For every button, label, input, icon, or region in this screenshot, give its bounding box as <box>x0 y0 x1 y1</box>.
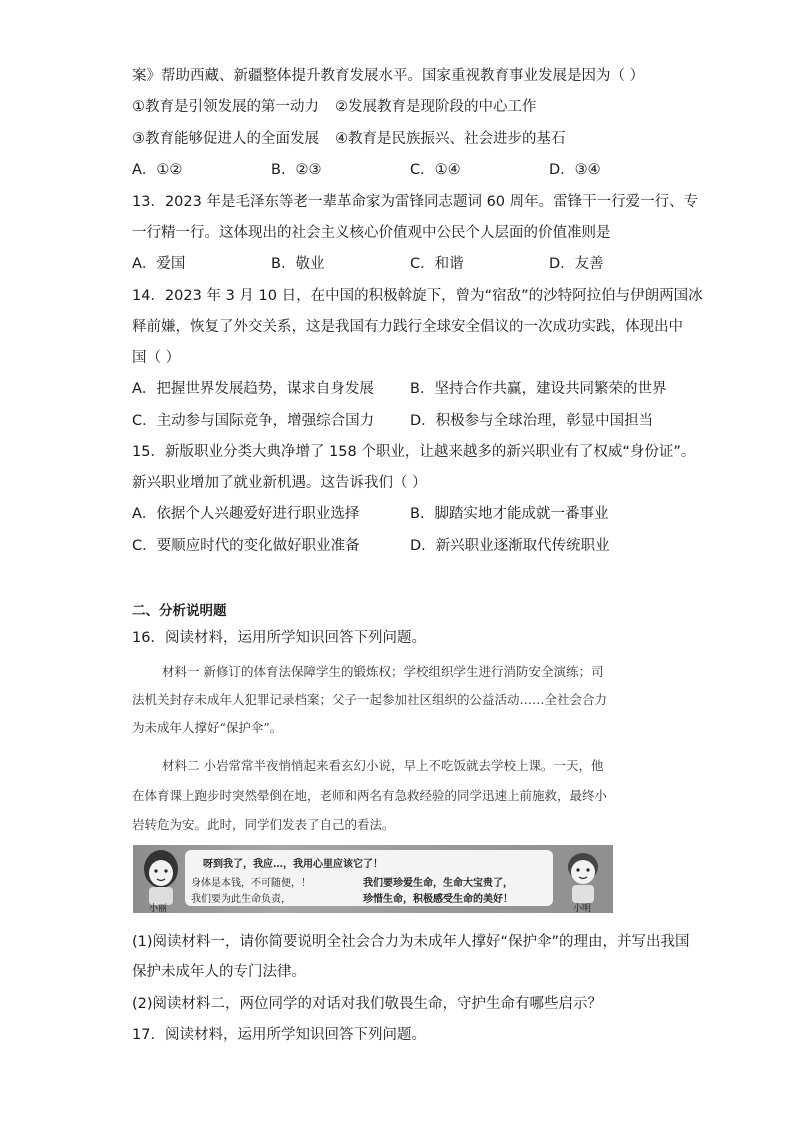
q15-stem-line-2: 新兴职业增加了就业新机遇。这告诉我们（ ） <box>132 475 427 491</box>
q16-stem: 16．阅读材料，运用所学知识回答下列问题。 <box>132 630 426 646</box>
q12-option-a: A．①② <box>132 162 183 178</box>
q13-option-c: C．和谐 <box>410 256 464 272</box>
q15-option-d: D．新兴职业逐渐取代传统职业 <box>410 538 610 554</box>
q14-stem-line-1: 14．2023 年 3 月 10 日，在中国的积极斡旋下，曾为“宿敌”的沙特阿拉伯与伊朗两国冰 <box>132 288 703 304</box>
material-1-line-3: 为未成年人撑好“保护伞”。 <box>132 720 283 735</box>
q13-option-d: D．友善 <box>549 256 604 272</box>
q13-option-b: B．敬业 <box>271 256 325 272</box>
q12-option-c: C．①④ <box>410 162 461 178</box>
q17-stem: 17．阅读材料，运用所学知识回答下列问题。 <box>132 1027 426 1043</box>
material-2-line-3: 岩转危为安。此时，同学们发表了自己的看法。 <box>132 817 395 832</box>
material-2-line-1: 材料二 小岩常常半夜悄悄起来看玄幻小说，早上不吃饭就去学校上课。一天，他 <box>162 758 604 773</box>
bubble-line-2a: 身体是本钱，不可随便，！ <box>191 878 311 889</box>
left-character-name: 小丽 <box>149 904 168 913</box>
bubble-line-3a: 我们要为此生命负责， <box>191 894 291 905</box>
bubble-line-3b: 珍惜生命，积极感受生命的美好！ <box>363 894 513 905</box>
q15-option-a: A．依据个人兴趣爱好进行职业选择 <box>132 506 360 522</box>
section-title: 二、分析说明题 <box>132 603 227 619</box>
q14-option-d: D．积极参与全球治理，彰显中国担当 <box>410 413 654 429</box>
q12-statement-2: ②发展教育是现阶段的中心工作 <box>335 99 537 115</box>
material-1-line-1: 材料一 新修订的体育法保障学生的锻炼权；学校组织学生进行消防安全演练；司 <box>162 664 604 679</box>
q13-option-a: A．爱国 <box>132 256 186 272</box>
q14-stem-line-2: 释前嫌，恢复了外交关系，这是我国有力践行全球安全倡议的一次成功实践，体现出中 <box>132 319 683 335</box>
q14-stem-line-3: 国（ ） <box>132 350 181 366</box>
q12-option-b: B．②③ <box>271 162 322 178</box>
speech-bubble <box>185 850 553 906</box>
q16-sub1-line-1: (1)阅读材料一，请你简要说明全社会合力为未成年人撑好“保护伞”的理由，并写出我国 <box>132 934 690 950</box>
material-1-line-2: 法机关封存未成年人犯罪记录档案；父子一起参加社区组织的公益活动……全社会合力 <box>132 692 608 707</box>
q15-stem-line-1: 15．新版职业分类大典净增了 158 个职业，让越来越多的新兴职业有了权威“身份证”。 <box>132 444 696 460</box>
bubble-line-1: 呀到我了，我应…，我用心里应该它了！ <box>203 859 383 870</box>
q12-statement-3: ③教育能够促进人的全面发展 <box>132 131 319 147</box>
q12-option-d: D．③④ <box>549 162 601 178</box>
q12-statement-4: ④教育是民族振兴、社会进步的基石 <box>335 131 566 147</box>
q14-option-c: C．主动参与国际竞争，增强综合国力 <box>132 413 375 429</box>
q12-stem-line: 案》帮助西藏、新疆整体提升教育发展水平。国家重视教育事业发展是因为（ ） <box>132 68 645 84</box>
bubble-line-2b: 我们要珍爱生命，生命大宝贵了， <box>363 878 513 889</box>
material-2-line-2: 在体育课上跑步时突然晕倒在地，老师和两名有急救经验的同学迅速上前施救，最终小 <box>132 788 608 803</box>
dialogue-cartoon <box>133 845 613 913</box>
q16-sub1-line-2: 保护未成年人的专门法律。 <box>132 964 306 980</box>
q15-option-b: B．脚踏实地才能成就一番事业 <box>410 506 609 522</box>
q13-stem-line-1: 13．2023 年是毛泽东等老一辈革命家为雷锋同志题词 60 周年。雷锋干一行爱一行、专 <box>132 194 699 210</box>
q14-option-a: A．把握世界发展趋势，谋求自身发展 <box>132 381 374 397</box>
q13-stem-line-2: 一行精一行。这体现出的社会主义核心价值观中公民个人层面的价值准则是 <box>132 225 611 241</box>
q16-sub2: (2)阅读材料二，两位同学的对话对我们敬畏生命，守护生命有哪些启示？ <box>132 996 603 1012</box>
q12-statement-1: ①教育是引领发展的第一动力 <box>132 99 319 115</box>
right-character-name: 小明 <box>573 904 592 913</box>
q14-option-b: B．坚持合作共赢，建设共同繁荣的世界 <box>410 381 667 397</box>
q15-option-c: C．要顺应时代的变化做好职业准备 <box>132 538 360 554</box>
